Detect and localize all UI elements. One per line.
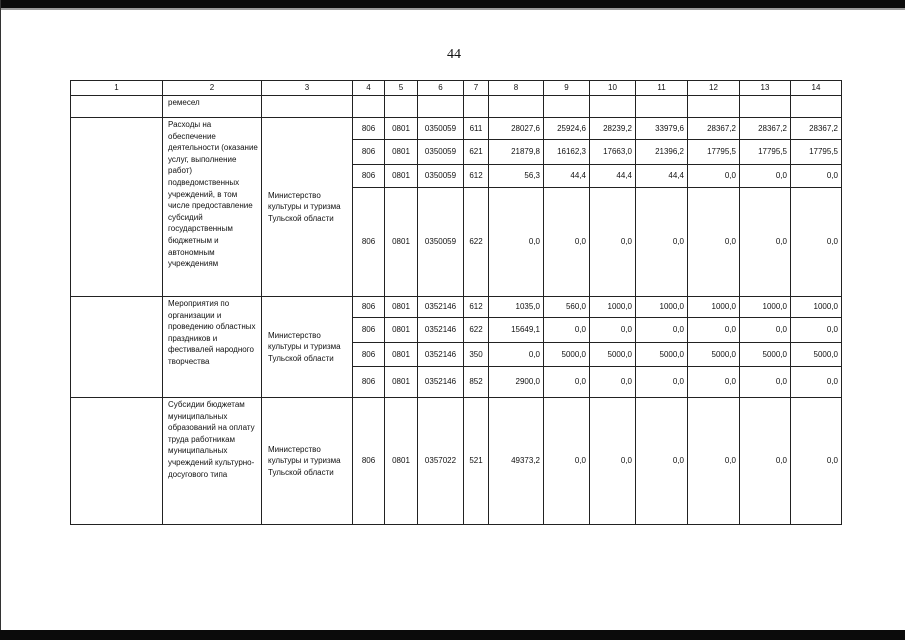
- code-cell: 852: [464, 367, 489, 398]
- column-header: 1: [71, 81, 163, 96]
- code-cell: 0801: [385, 318, 418, 343]
- column-header: 13: [740, 81, 791, 96]
- code-cell: 0801: [385, 297, 418, 318]
- table-row: [71, 297, 842, 318]
- amount-cell: 17663,0: [590, 140, 636, 165]
- amount-cell: 28027,6: [489, 118, 544, 140]
- amount-cell: 0,0: [688, 318, 740, 343]
- amount-cell: 44,4: [544, 165, 590, 188]
- code-cell: 806: [353, 367, 385, 398]
- amount-cell: 5000,0: [740, 343, 791, 367]
- column-header: 11: [636, 81, 688, 96]
- cell-empty: [353, 96, 385, 118]
- continuation-row: [71, 96, 842, 118]
- amount-cell: 21879,8: [489, 140, 544, 165]
- amount-cell: 5000,0: [590, 343, 636, 367]
- amount-cell: 0,0: [688, 188, 740, 297]
- amount-cell: 17795,5: [791, 140, 842, 165]
- amount-cell: 560,0: [544, 297, 590, 318]
- cell-empty: [71, 297, 163, 398]
- amount-cell: 17795,5: [688, 140, 740, 165]
- code-cell: 0357022: [418, 398, 464, 525]
- code-cell: 0801: [385, 140, 418, 165]
- amount-cell: 0,0: [688, 398, 740, 525]
- amount-cell: 56,3: [489, 165, 544, 188]
- amount-cell: 0,0: [740, 367, 791, 398]
- amount-cell: 0,0: [590, 318, 636, 343]
- code-cell: 806: [353, 318, 385, 343]
- amount-cell: 0,0: [590, 188, 636, 297]
- column-header: 7: [464, 81, 489, 96]
- cell-empty: [489, 96, 544, 118]
- cell-empty: [636, 96, 688, 118]
- code-cell: 0801: [385, 343, 418, 367]
- amount-cell: 1000,0: [636, 297, 688, 318]
- amount-cell: 0,0: [544, 318, 590, 343]
- amount-cell: 1000,0: [740, 297, 791, 318]
- column-header: 10: [590, 81, 636, 96]
- amount-cell: 21396,2: [636, 140, 688, 165]
- amount-cell: 5000,0: [688, 343, 740, 367]
- code-cell: 806: [353, 343, 385, 367]
- amount-cell: 0,0: [590, 367, 636, 398]
- code-cell: 806: [353, 140, 385, 165]
- code-cell: 521: [464, 398, 489, 525]
- expense-description: Субсидии бюджетам муниципальных образований на оплату труда работникам муниципальных учреждений культурно-досугового типа: [163, 398, 262, 525]
- amount-cell: 0,0: [791, 165, 842, 188]
- column-header: 9: [544, 81, 590, 96]
- code-cell: 806: [353, 118, 385, 140]
- amount-cell: 0,0: [489, 188, 544, 297]
- amount-cell: 16162,3: [544, 140, 590, 165]
- responsible-agency: Министерство культуры и туризма Тульской области: [262, 118, 353, 297]
- amount-cell: 0,0: [590, 398, 636, 525]
- amount-cell: 0,0: [688, 367, 740, 398]
- code-cell: 0350059: [418, 140, 464, 165]
- cell-empty: [385, 96, 418, 118]
- code-cell: 612: [464, 165, 489, 188]
- amount-cell: 0,0: [791, 398, 842, 525]
- amount-cell: 5000,0: [544, 343, 590, 367]
- amount-cell: 0,0: [544, 398, 590, 525]
- budget-table: [70, 80, 842, 525]
- code-cell: 0352146: [418, 297, 464, 318]
- scan-border-top-shade: [0, 8, 905, 10]
- code-cell: 0801: [385, 367, 418, 398]
- amount-cell: 0,0: [740, 318, 791, 343]
- amount-cell: 0,0: [791, 318, 842, 343]
- column-header: 5: [385, 81, 418, 96]
- amount-cell: 2900,0: [489, 367, 544, 398]
- amount-cell: 17795,5: [740, 140, 791, 165]
- code-cell: 0352146: [418, 318, 464, 343]
- amount-cell: 28239,2: [590, 118, 636, 140]
- column-header: 2: [163, 81, 262, 96]
- column-header: 12: [688, 81, 740, 96]
- code-cell: 350: [464, 343, 489, 367]
- amount-cell: 5000,0: [636, 343, 688, 367]
- code-cell: 612: [464, 297, 489, 318]
- code-cell: 0350059: [418, 118, 464, 140]
- code-cell: 806: [353, 398, 385, 525]
- amount-cell: 44,4: [636, 165, 688, 188]
- code-cell: 806: [353, 165, 385, 188]
- code-cell: 622: [464, 318, 489, 343]
- code-cell: 0352146: [418, 343, 464, 367]
- amount-cell: 15649,1: [489, 318, 544, 343]
- amount-cell: 5000,0: [791, 343, 842, 367]
- amount-cell: 49373,2: [489, 398, 544, 525]
- scan-border-left: [0, 0, 1, 640]
- column-number-row: [71, 81, 842, 96]
- code-cell: 0801: [385, 188, 418, 297]
- amount-cell: 0,0: [636, 367, 688, 398]
- amount-cell: 0,0: [544, 367, 590, 398]
- amount-cell: 0,0: [740, 165, 791, 188]
- amount-cell: 0,0: [740, 398, 791, 525]
- code-cell: 621: [464, 140, 489, 165]
- amount-cell: 1000,0: [688, 297, 740, 318]
- amount-cell: 0,0: [791, 367, 842, 398]
- amount-cell: 33979,6: [636, 118, 688, 140]
- amount-cell: 28367,2: [791, 118, 842, 140]
- cell-empty: [544, 96, 590, 118]
- table-row: [71, 398, 842, 525]
- cell-empty: [71, 398, 163, 525]
- code-cell: 0350059: [418, 188, 464, 297]
- code-cell: 806: [353, 188, 385, 297]
- code-cell: 0801: [385, 118, 418, 140]
- amount-cell: 0,0: [636, 398, 688, 525]
- expense-description: Расходы на обеспечение деятельности (оказание услуг, выполнение работ) подведомственных учреждений, в том числе предоставление субсидий государственным бюджетным и автономным учреждениям: [163, 118, 262, 297]
- column-header: 8: [489, 81, 544, 96]
- expense-description: Мероприятия по организации и проведению областных праздников и фестивалей народного творчества: [163, 297, 262, 398]
- responsible-agency: Министерство культуры и туризма Тульской области: [262, 398, 353, 525]
- cell-empty: [71, 118, 163, 297]
- scan-border-bottom: [0, 630, 905, 640]
- amount-cell: 1000,0: [590, 297, 636, 318]
- cell-empty: [740, 96, 791, 118]
- table-row: [71, 118, 842, 140]
- code-cell: 0352146: [418, 367, 464, 398]
- amount-cell: 0,0: [636, 318, 688, 343]
- amount-cell: 0,0: [489, 343, 544, 367]
- code-cell: 611: [464, 118, 489, 140]
- page-number: 44: [447, 47, 461, 62]
- amount-cell: 28367,2: [688, 118, 740, 140]
- amount-cell: 0,0: [544, 188, 590, 297]
- amount-cell: 1000,0: [791, 297, 842, 318]
- amount-cell: 0,0: [688, 165, 740, 188]
- scan-border-top: [0, 0, 905, 8]
- amount-cell: 1035,0: [489, 297, 544, 318]
- amount-cell: 0,0: [791, 188, 842, 297]
- continuation-text: ремесел: [163, 96, 262, 118]
- amount-cell: 44,4: [590, 165, 636, 188]
- column-header: 14: [791, 81, 842, 96]
- code-cell: 0350059: [418, 165, 464, 188]
- amount-cell: 25924,6: [544, 118, 590, 140]
- cell-empty: [418, 96, 464, 118]
- cell-empty: [688, 96, 740, 118]
- code-cell: 0801: [385, 398, 418, 525]
- responsible-agency: Министерство культуры и туризма Тульской области: [262, 297, 353, 398]
- column-header: 4: [353, 81, 385, 96]
- amount-cell: 28367,2: [740, 118, 791, 140]
- code-cell: 0801: [385, 165, 418, 188]
- amount-cell: 0,0: [740, 188, 791, 297]
- cell-empty: [262, 96, 353, 118]
- cell-empty: [464, 96, 489, 118]
- amount-cell: 0,0: [636, 188, 688, 297]
- column-header: 6: [418, 81, 464, 96]
- cell-empty: [71, 96, 163, 118]
- cell-empty: [590, 96, 636, 118]
- code-cell: 622: [464, 188, 489, 297]
- code-cell: 806: [353, 297, 385, 318]
- column-header: 3: [262, 81, 353, 96]
- cell-empty: [791, 96, 842, 118]
